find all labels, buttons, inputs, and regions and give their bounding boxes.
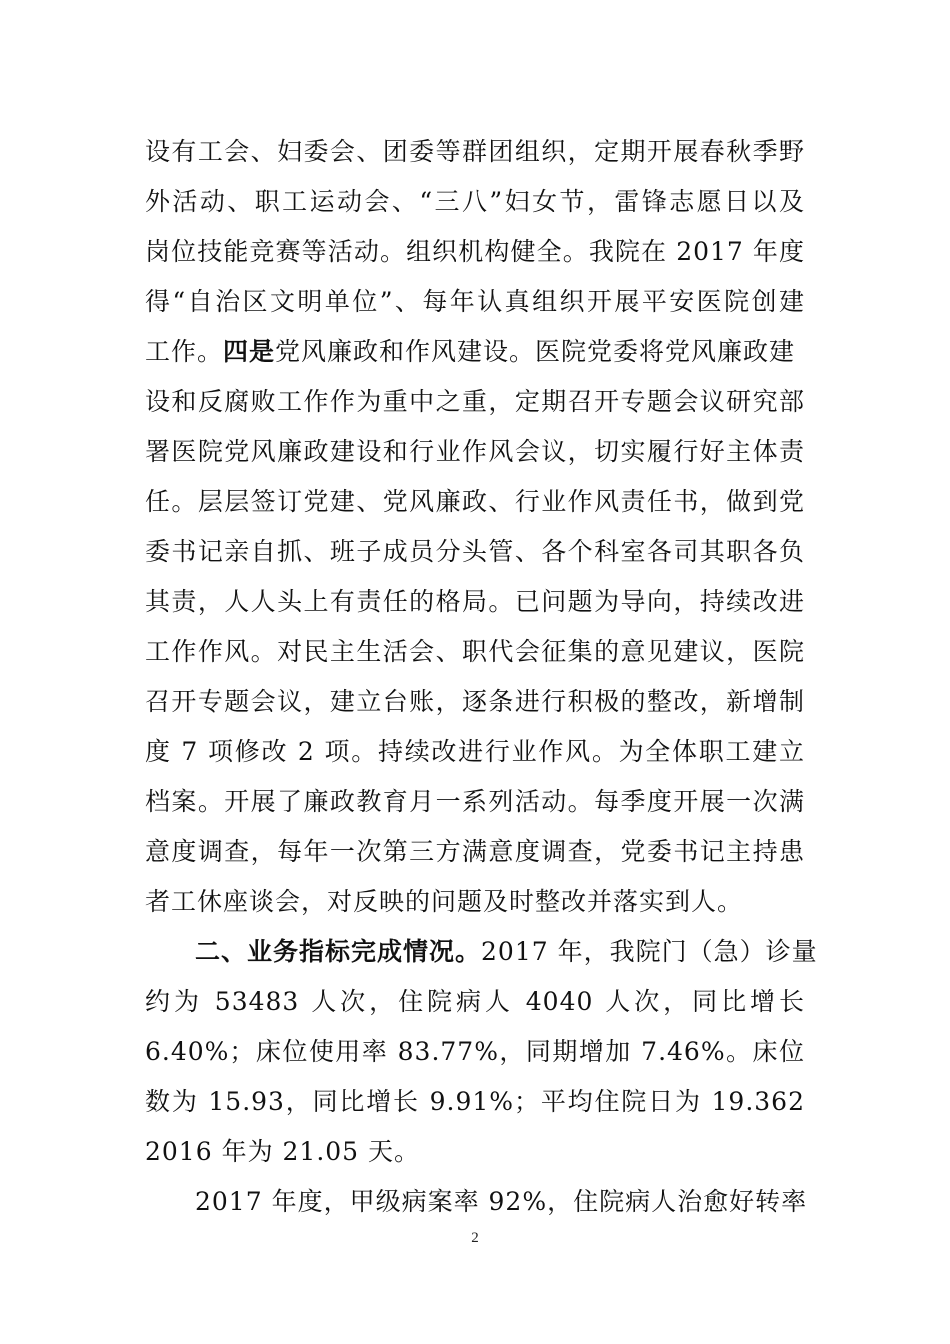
- text-line: 约为 53483 人次，住院病人 4040 人次，同比增长: [145, 987, 805, 1016]
- text-line: 署医院党风廉政建设和行业作风会议，切实履行好主体责: [145, 437, 805, 466]
- text-line: 任。层层签订党建、党风廉政、行业作风责任书，做到党: [145, 487, 805, 516]
- text-line: 6.40%；床位使用率 83.77%，同期增加 7.46%。床位: [145, 1037, 805, 1066]
- text-run: 党风廉政和作风建设。医院党委将党风廉政建: [275, 337, 796, 366]
- text-line: 设和反腐败工作作为重中之重，定期召开专题会议研究部: [145, 387, 805, 416]
- text-line: 工作作风。对民主生活会、职代会征集的意见建议，医院: [145, 637, 805, 666]
- text-line: 意度调查，每年一次第三方满意度调查，党委书记主持患: [145, 837, 805, 866]
- text-line: 2017 年度，甲级病案率 92%，住院病人治愈好转率: [195, 1187, 808, 1216]
- text-run: 2017 年，我院门（急）诊量: [481, 937, 818, 966]
- text-line: 者工休座谈会，对反映的问题及时整改并落实到人。: [145, 887, 744, 916]
- text-line: 岗位技能竞赛等活动。组织机构健全。我院在 2017 年度: [145, 237, 805, 266]
- text-line: 外活动、职工运动会、“三八”妇女节，雷锋志愿日以及: [145, 187, 805, 216]
- text-line: 设有工会、妇委会、团委等群团组织，定期开展春秋季野: [145, 137, 805, 166]
- text-line: 档案。开展了廉政教育月一系列活动。每季度开展一次满: [145, 787, 805, 816]
- text-line: 其责，人人头上有责任的格局。已问题为导向，持续改进: [145, 587, 805, 616]
- text-line: 得“自治区文明单位”、每年认真组织开展平安医院创建: [145, 287, 805, 316]
- text-line: 召开专题会议，建立台账，逐条进行积极的整改，新增制: [145, 687, 805, 716]
- text-run: 工作。: [145, 337, 224, 366]
- text-line-mixed: [195, 936, 818, 968]
- text-line: 度 7 项修改 2 项。持续改进行业作风。为全体职工建立: [145, 737, 805, 766]
- text-line-mixed: [145, 336, 805, 368]
- section-heading: 二、业务指标完成情况。: [195, 937, 482, 966]
- page-number: 2: [471, 1230, 479, 1246]
- text-line: 委书记亲自抓、班子成员分头管、各个科室各司其职各负: [145, 537, 805, 566]
- text-line: 2016 年为 21.05 天。: [145, 1137, 421, 1166]
- bold-lead-text: 四是: [223, 337, 276, 366]
- text-line: 数为 15.93，同比增长 9.91%；平均住院日为 19.362: [145, 1087, 805, 1116]
